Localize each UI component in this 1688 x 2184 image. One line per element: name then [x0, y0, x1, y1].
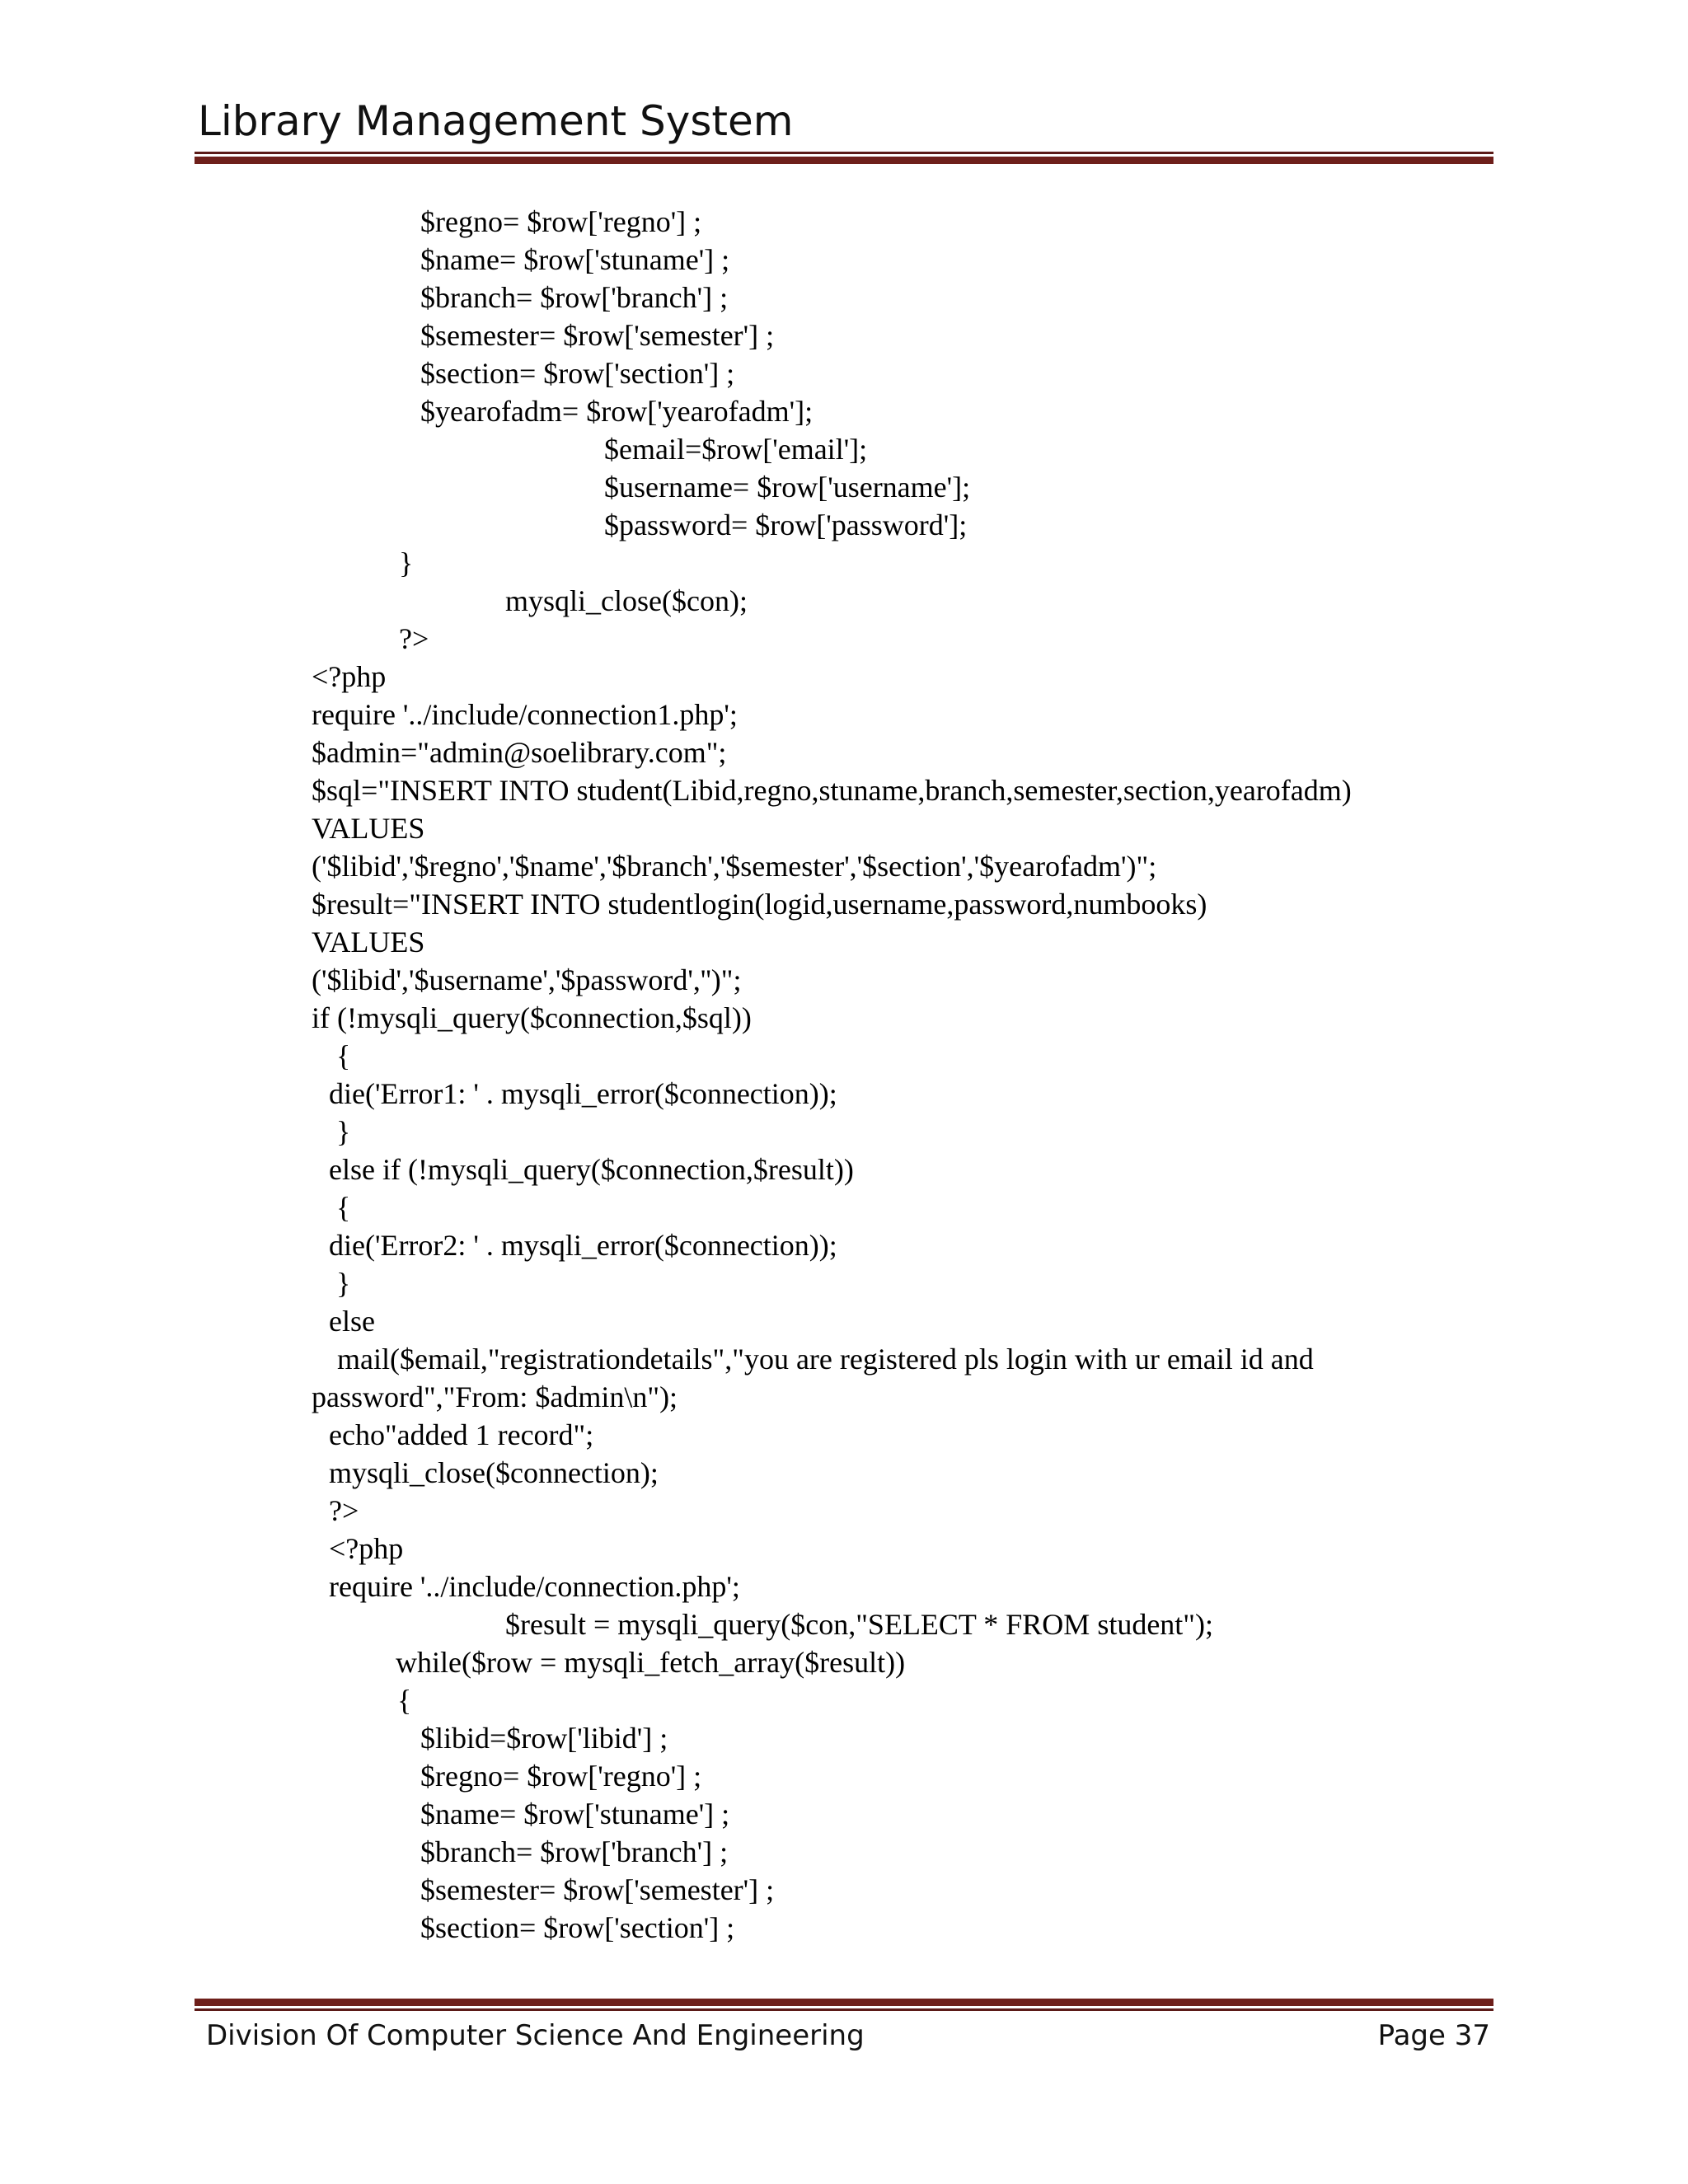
code-line: $password= $row['password'];	[604, 509, 968, 541]
code-line: if (!mysqli_query($connection,$sql))	[312, 1001, 752, 1034]
page-header-title: Library Management System	[198, 97, 794, 145]
code-line: die('Error1: ' . mysqli_error($connection));	[329, 1077, 837, 1110]
code-line: VALUES	[312, 812, 425, 845]
code-line: {	[397, 1684, 412, 1717]
code-line: mysqli_close($connection);	[329, 1456, 659, 1489]
code-line: password","From: $admin\n");	[312, 1380, 678, 1413]
footer-rule-thick	[195, 1999, 1493, 2006]
code-line: {	[336, 1039, 351, 1072]
code-line: <?php	[329, 1532, 404, 1565]
code-line: $libid=$row['libid'] ;	[420, 1722, 668, 1755]
code-line: echo"added 1 record";	[329, 1418, 594, 1451]
code-line: else if (!mysqli_query($connection,$result))	[329, 1153, 854, 1186]
code-line: }	[399, 546, 414, 579]
header-rule-thin	[195, 152, 1493, 154]
code-line: $semester= $row['semester'] ;	[420, 319, 775, 352]
code-line: <?php	[312, 660, 387, 693]
code-line: require '../include/connection.php';	[329, 1570, 740, 1603]
header-rule-thick	[195, 157, 1493, 164]
code-line: $name= $row['stuname'] ;	[420, 243, 730, 276]
code-line: else	[329, 1305, 375, 1338]
code-line: $branch= $row['branch'] ;	[420, 281, 729, 314]
code-line: ('$libid','$regno','$name','$branch','$semester','$section','$yearofadm')";	[312, 850, 1157, 883]
code-line: $result = mysqli_query($con,"SELECT * FROM student");	[505, 1608, 1213, 1641]
code-line: $yearofadm= $row['yearofadm'];	[420, 395, 814, 428]
code-line: $section= $row['section'] ;	[420, 357, 735, 390]
code-line: $semester= $row['semester'] ;	[420, 1873, 775, 1906]
code-line: }	[336, 1115, 351, 1148]
footer-page-number: Page 37	[1377, 2019, 1490, 2052]
footer-division: Division Of Computer Science And Engineering	[206, 2019, 865, 2052]
code-line: ?>	[329, 1494, 359, 1527]
code-line: $result="INSERT INTO studentlogin(logid,username,password,numbooks)	[312, 888, 1207, 921]
code-line: $branch= $row['branch'] ;	[420, 1835, 729, 1868]
code-line: $regno= $row['regno'] ;	[420, 1760, 702, 1793]
code-line: $username= $row['username'];	[604, 471, 971, 504]
code-line: $sql="INSERT INTO student(Libid,regno,stuname,branch,semester,section,yearofadm)	[312, 774, 1352, 807]
code-line: VALUES	[312, 926, 425, 958]
code-line: ?>	[399, 622, 429, 655]
code-line: }	[336, 1267, 351, 1300]
code-line: ('$libid','$username','$password','')";	[312, 963, 742, 996]
code-line: $email=$row['email'];	[604, 433, 868, 466]
code-line: die('Error2: ' . mysqli_error($connection));	[329, 1229, 837, 1262]
code-line: {	[336, 1191, 351, 1224]
footer-rule-thin	[195, 2008, 1493, 2011]
code-line: $regno= $row['regno'] ;	[420, 205, 702, 238]
code-line: while($row = mysqli_fetch_array($result))	[396, 1646, 906, 1679]
code-line: mysqli_close($con);	[505, 584, 748, 617]
code-line: mail($email,"registrationdetails","you are registered pls login with ur email id and	[337, 1343, 1314, 1376]
code-line: require '../include/connection1.php';	[312, 698, 738, 731]
code-line: $admin="admin@soelibrary.com";	[312, 736, 727, 769]
code-line: $name= $row['stuname'] ;	[420, 1797, 730, 1830]
code-line: $section= $row['section'] ;	[420, 1911, 735, 1944]
